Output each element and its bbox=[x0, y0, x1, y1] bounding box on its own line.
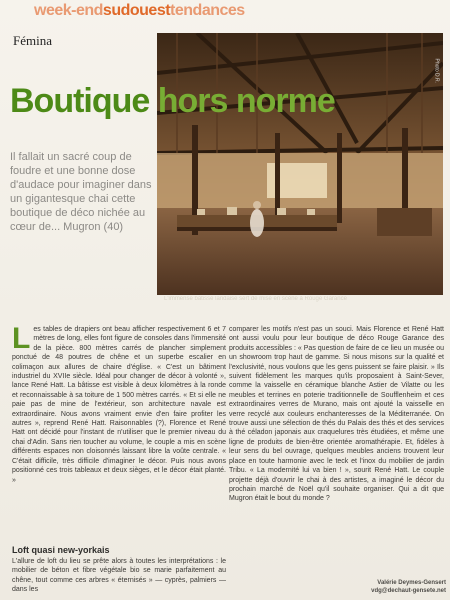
article-photo bbox=[157, 33, 443, 295]
author-name: Valérie Deymes-Gensert bbox=[377, 580, 446, 586]
section-subhead: Loft quasi new-yorkais bbox=[12, 545, 110, 555]
body-paragraph-3: comparer les motifs n'est pas un souci. Mais Florence et René Hatt ont aussi voulu pour leur boutique de déco Rouge Garance des produits accessibles : « Pas question de faire de ce lieu un musée ou un showroom trop haut de gamme. Si nous misons sur la qualité et l'exclusivité, nous voulons que les gens puissent se faire plaisir. » Ils suivent fidèlement les marques qu'ils proposaient à Saint-Sever, comme la vaisselle en céramique blanche Astier de Vilatte ou les meubles et terrines en poterie traditionnelle de Soufflenheim et ces extraordinaires verres de Murano, mais ont ajouté la vaisselle en verre recyclé aux couleurs enchanteresses de la Méditerranée. On trouve aussi une sélection de thés du Palais des thés et des services à thé céladon japonais aux craquelures très étudiées, et même une ligne de produits de bien-être orientée aromathérapie. Et, fidèles à leur sens du bel ouvrage, quelques meubles anciens trouvent leur place en toute harmonie avec le teck et l'inox du mobilier de jardin Tribu. « La modernité lui va bien ! », sourit René Hatt. Le couple projette déjà d'ouvrir le chai à des artistes, a imaginé le décor du prochain marché de Noël qu'il souhaite organiser. Qui a dit que Mugron était le bout du monde ? bbox=[229, 326, 444, 503]
headline-word-2: hors norme bbox=[157, 82, 335, 120]
body-column-1-continued bbox=[12, 557, 226, 599]
article-headline bbox=[10, 82, 335, 121]
publication-name: Fémina bbox=[13, 33, 52, 48]
masthead-title bbox=[34, 2, 245, 20]
body-column-2 bbox=[229, 325, 444, 575]
article-lead bbox=[10, 150, 156, 234]
photo-caption: L'immense bâtisse landaise sert de mise en scène à Rouge Garance bbox=[164, 296, 347, 302]
lead-text: Il fallait un sacré coup de foudre et une bonne dose d'audace pour imaginer dans un gigantesque chai cette boutique de déco nichée au cœur de... Mugron (40) bbox=[10, 151, 152, 233]
masthead-part-weekend: week-end bbox=[34, 2, 103, 19]
body-paragraph-2: L'allure de loft du lieu se prête alors à toutes les interprétations : le mobilier de béton et fibre végétale bio se marie parfaitement au chêne, tout comme ces arbres « éternisés » — cyprès, palmiers — dans les bbox=[12, 558, 226, 594]
drop-cap: L bbox=[12, 325, 31, 355]
headline-word-1: Boutique bbox=[10, 82, 150, 120]
chai-interior-illustration bbox=[157, 33, 443, 295]
photo-credit: Photo D.R. bbox=[433, 58, 439, 83]
author-email[interactable]: vdg@dechaut-gensete.net bbox=[371, 588, 446, 594]
masthead-part-tendances: tendances bbox=[170, 2, 245, 19]
masthead-part-sudouest: sudouest bbox=[102, 2, 171, 19]
masthead bbox=[0, 0, 450, 28]
body-column-1 bbox=[12, 325, 226, 535]
body-paragraph-1: es tables de drapiers ont beau afficher respectivement 6 et 7 mètres de long, elles font figure de consoles dans l'immensité de la pièce. 800 mètres carrés de plancher simplement ponctué de 48 poutres de chêne et un superbe escalier en colimaçon aux allures de chaire d'église. « C'est un bâtiment industriel du XVIIe siècle. Idéal pour changer de décor à volonté », lance René Hatt. La bâtisse est visible à deux kilomètres à la ronde et reconnaissable à sa toiture de 1 500 mètres carrés. « Et si elle ne paie pas de mine de l'extérieur, son architecture navale est extraordinaire. Nous avons vraiment envie d'en faire profiter les autres », reprend René Hatt. Raisonnables (?), Florence et René Hatt ont décidé pour l'instant de n'utiliser que le premier niveau du chai d'Adin. Sans rien toucher au volume, le couple a mis en scène différents espaces non cloisonnés laissant libre la voûte centrale. « C'était difficile, très difficile d'imaginer le décor. Puis nous avons positionné ces trois tableaux et deux sièges, et le décor était planté. » bbox=[12, 326, 226, 484]
byline bbox=[310, 579, 446, 595]
